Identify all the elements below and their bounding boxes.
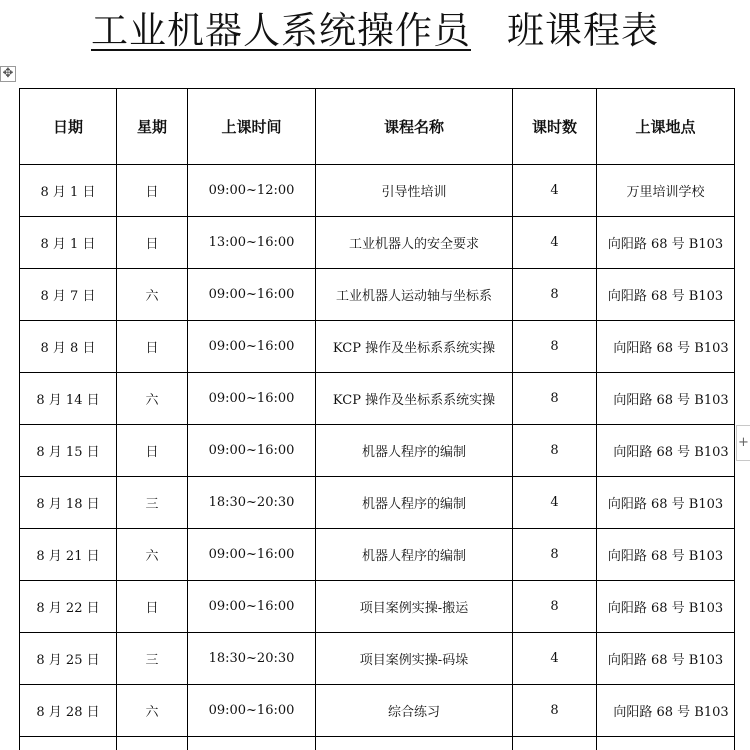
cell-weekday[interactable]: 日 <box>117 425 188 477</box>
cell-empty[interactable] <box>597 737 735 750</box>
cell-weekday[interactable]: 六 <box>117 269 188 321</box>
cell-location[interactable]: 向阳路 68 号 B103 <box>597 477 735 529</box>
cell-empty[interactable] <box>20 737 117 750</box>
cell-hours[interactable]: 8 <box>513 321 597 373</box>
header-hours[interactable]: 课时数 <box>513 89 597 165</box>
cell-weekday[interactable]: 日 <box>117 217 188 269</box>
cell-course[interactable]: 机器人程序的编制 <box>316 425 513 477</box>
cell-hours[interactable]: 8 <box>513 529 597 581</box>
cell-time[interactable]: 18:30~20:30 <box>188 633 316 685</box>
cell-course[interactable]: KCP 操作及坐标系系统实操 <box>316 373 513 425</box>
cell-date[interactable]: 8 月 7 日 <box>20 269 117 321</box>
cell-hours[interactable]: 4 <box>513 165 597 217</box>
cell-empty[interactable] <box>316 737 513 750</box>
header-weekday[interactable]: 星期 <box>117 89 188 165</box>
cell-time[interactable]: 09:00~16:00 <box>188 529 316 581</box>
cell-hours[interactable]: 8 <box>513 373 597 425</box>
cell-empty[interactable] <box>117 737 188 750</box>
cell-time[interactable]: 13:00~16:00 <box>188 217 316 269</box>
cell-course[interactable]: 机器人程序的编制 <box>316 477 513 529</box>
header-course[interactable]: 课程名称 <box>316 89 513 165</box>
cell-hours[interactable]: 8 <box>513 269 597 321</box>
cell-location[interactable]: 向阳路 68 号 B103 <box>597 269 735 321</box>
cell-time[interactable]: 09:00~16:00 <box>188 321 316 373</box>
cell-weekday[interactable]: 日 <box>117 321 188 373</box>
table-row <box>20 477 735 529</box>
cell-location[interactable]: 向阳路 68 号 B103 <box>597 633 735 685</box>
cell-location[interactable]: 向阳路 68 号 B103 <box>597 217 735 269</box>
cell-time[interactable]: 09:00~16:00 <box>188 269 316 321</box>
cell-time[interactable]: 09:00~12:00 <box>188 165 316 217</box>
table-row-partial <box>20 737 735 750</box>
cell-course[interactable]: 工业机器人的安全要求 <box>316 217 513 269</box>
cell-course[interactable]: 项目案例实操-搬运 <box>316 581 513 633</box>
cell-hours[interactable]: 8 <box>513 685 597 737</box>
cell-date[interactable]: 8 月 28 日 <box>20 685 117 737</box>
cell-course[interactable]: 项目案例实操-码垛 <box>316 633 513 685</box>
cell-location[interactable]: 向阳路 68 号 B103 <box>597 321 735 373</box>
title-course-name: 工业机器人系统操作员 <box>91 9 471 52</box>
add-column-icon[interactable]: + <box>736 425 750 461</box>
cell-hours[interactable]: 4 <box>513 217 597 269</box>
cell-location[interactable]: 万里培训学校 <box>597 165 735 217</box>
table-row <box>20 165 735 217</box>
header-time[interactable]: 上课时间 <box>188 89 316 165</box>
cell-date[interactable]: 8 月 21 日 <box>20 529 117 581</box>
cell-date[interactable]: 8 月 18 日 <box>20 477 117 529</box>
cell-date[interactable]: 8 月 25 日 <box>20 633 117 685</box>
header-row <box>20 89 735 165</box>
cell-weekday[interactable]: 六 <box>117 373 188 425</box>
table-row <box>20 581 735 633</box>
cell-hours[interactable]: 8 <box>513 581 597 633</box>
cell-hours[interactable]: 8 <box>513 425 597 477</box>
table-row <box>20 425 735 477</box>
cell-time[interactable]: 09:00~16:00 <box>188 581 316 633</box>
cell-time[interactable]: 09:00~16:00 <box>188 685 316 737</box>
cell-weekday[interactable]: 三 <box>117 633 188 685</box>
cell-weekday[interactable]: 六 <box>117 685 188 737</box>
cell-empty[interactable] <box>188 737 316 750</box>
cell-location[interactable]: 向阳路 68 号 B103 <box>597 373 735 425</box>
cell-location[interactable]: 向阳路 68 号 B103 <box>597 529 735 581</box>
cell-weekday[interactable]: 日 <box>117 581 188 633</box>
table-row <box>20 217 735 269</box>
cell-location[interactable]: 向阳路 68 号 B103 <box>597 425 735 477</box>
cell-course[interactable]: 工业机器人运动轴与坐标系 <box>316 269 513 321</box>
header-location[interactable]: 上课地点 <box>597 89 735 165</box>
cell-course[interactable]: 机器人程序的编制 <box>316 529 513 581</box>
cell-weekday[interactable]: 六 <box>117 529 188 581</box>
cell-weekday[interactable]: 三 <box>117 477 188 529</box>
table-move-handle-icon[interactable]: ✥ <box>0 66 16 82</box>
cell-date[interactable]: 8 月 15 日 <box>20 425 117 477</box>
table-row <box>20 321 735 373</box>
cell-hours[interactable]: 4 <box>513 633 597 685</box>
cell-course[interactable]: 综合练习 <box>316 685 513 737</box>
table-row <box>20 373 735 425</box>
cell-time[interactable]: 09:00~16:00 <box>188 425 316 477</box>
table-row <box>20 269 735 321</box>
table-row <box>20 633 735 685</box>
table-row <box>20 685 735 737</box>
cell-date[interactable]: 8 月 22 日 <box>20 581 117 633</box>
cell-empty[interactable] <box>513 737 597 750</box>
schedule-table <box>19 88 735 750</box>
header-date[interactable]: 日期 <box>20 89 117 165</box>
page-title <box>0 6 750 56</box>
cell-date[interactable]: 8 月 14 日 <box>20 373 117 425</box>
cell-weekday[interactable]: 日 <box>117 165 188 217</box>
cell-date[interactable]: 8 月 1 日 <box>20 217 117 269</box>
cell-hours[interactable]: 4 <box>513 477 597 529</box>
cell-course[interactable]: 引导性培训 <box>316 165 513 217</box>
cell-time[interactable]: 18:30~20:30 <box>188 477 316 529</box>
cell-date[interactable]: 8 月 1 日 <box>20 165 117 217</box>
cell-course[interactable]: KCP 操作及坐标系系统实操 <box>316 321 513 373</box>
table-row <box>20 529 735 581</box>
title-suffix: 班课程表 <box>507 9 659 52</box>
cell-time[interactable]: 09:00~16:00 <box>188 373 316 425</box>
cell-location[interactable]: 向阳路 68 号 B103 <box>597 685 735 737</box>
cell-date[interactable]: 8 月 8 日 <box>20 321 117 373</box>
cell-location[interactable]: 向阳路 68 号 B103 <box>597 581 735 633</box>
